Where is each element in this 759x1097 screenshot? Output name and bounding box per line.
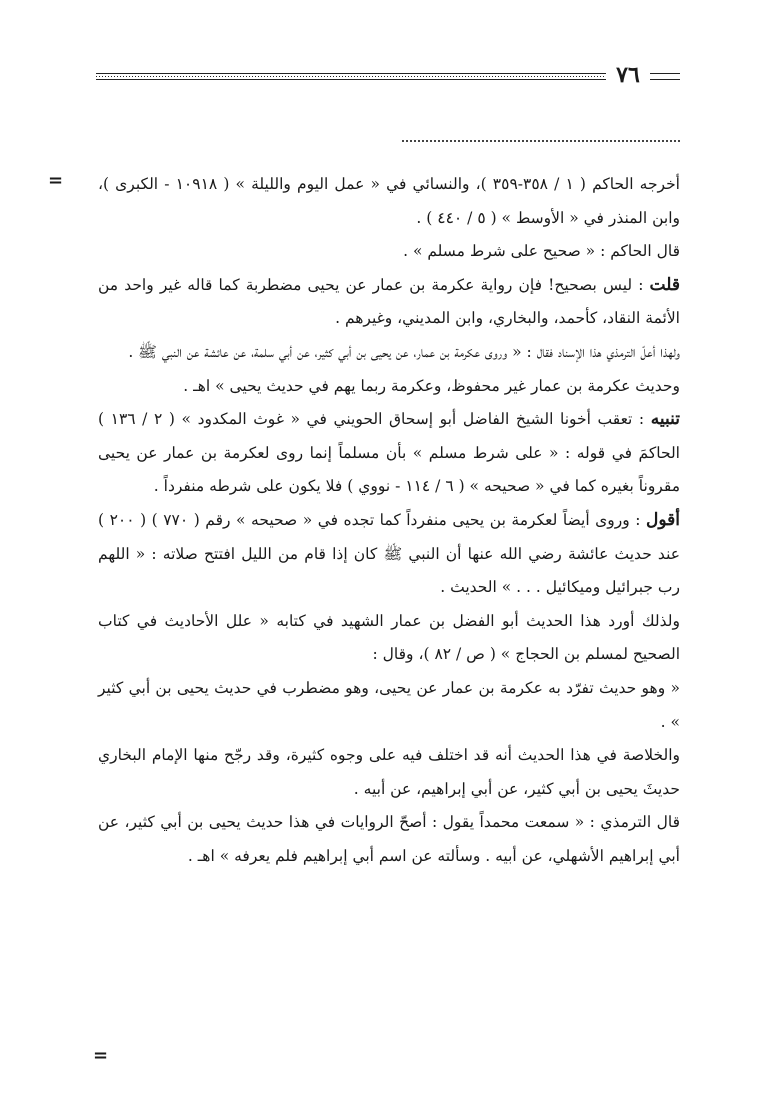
paragraph-text: : تعقب أخونا الشيخ الفاضل أبو إسحاق الحويني في « غوث المكدود » ( ٢ / ١٣٦ ) الحاكمَ في قوله : « على شرط مسلم » بأن مسلماً إنما روى لعكرمة بن عمار عن يحيى مقروناً بغيره كما في « صحيحه » ( ٦ / ١١٤ - نووي ) فلا يكون على شرطه منفرداً . bbox=[98, 410, 680, 496]
paragraph bbox=[98, 672, 680, 739]
paragraph-lead: قلت bbox=[649, 274, 680, 295]
paragraph-text: والخلاصة في هذا الحديث أنه قد اختلف فيه على وجوه كثيرة، وقد رجّح منها الإمام البخاري حديثَ يحيى بن أبي كثير، عن أبي إبراهيم، عن أبيه . bbox=[98, 746, 680, 798]
paragraph bbox=[98, 336, 680, 370]
page-header bbox=[96, 64, 680, 90]
page-number: ٧٦ bbox=[616, 62, 640, 88]
paragraph bbox=[98, 605, 680, 672]
header-double-rule bbox=[96, 73, 606, 80]
paragraph-text: قال الترمذي : « سمعت محمداً يقول : أصحّ الروايات في هذا حديث يحيى بن أبي كثير، عن أبي إبراهيم الأشهلي، عن أبيه . وسألته عن اسم أبي إبراهيم فلم يعرفه » اهـ . bbox=[98, 813, 680, 865]
footnote-body bbox=[98, 168, 680, 873]
footnote-separator bbox=[402, 140, 680, 142]
paragraph bbox=[98, 370, 680, 404]
paragraph bbox=[98, 806, 680, 873]
paragraph-text: وحديث عكرمة بن عمار غير محفوظ، وعكرمة ربما يهم في حديث يحيى » اهـ . bbox=[183, 376, 680, 395]
paragraph-text: : ليس بصحيح! فإن رواية عكرمة بن عمار عن يحيى مضطربة كما قاله غير واحد من الأئمة النقاد، كأحمد، والبخاري، وابن المديني، وغيرهم . bbox=[98, 275, 680, 328]
paragraph-lead: تنبيه bbox=[650, 409, 680, 430]
continuation-mark-top: = bbox=[48, 170, 64, 191]
paragraph-text: قال الحاكم : « صحيح على شرط مسلم » . bbox=[403, 242, 680, 261]
paragraph bbox=[98, 739, 680, 806]
paragraph bbox=[98, 504, 680, 605]
header-short-rule bbox=[650, 73, 680, 80]
continuation-mark-bottom: = bbox=[93, 1045, 109, 1066]
paragraph-text: « وهو حديث تفرّد به عكرمة بن عمار عن يحيى، وهو مضطرب في حديث يحيى بن أبي كثير » . bbox=[98, 678, 680, 731]
paragraph-text: : وروى أيضاً لعكرمة بن يحيى منفرداً كما تجده في « صحيحه » رقم ( ٧٧٠ ) ( ٢٠٠ ) عند حديث عائشة رضي الله عنها أن النبي ﷺ كان إذا قام من الليل افتتح صلاته : « اللهم رب جبرائيل وميكائيل . . . » الحديث . bbox=[98, 510, 680, 597]
paragraph-text: ولذلك أورد هذا الحديث أبو الفضل بن عمار الشهيد في كتابه « علل الأحاديث في كتاب الصحيح لمسلم بن الحجاج » ( ص / ٨٢ )، وقال : bbox=[98, 611, 680, 664]
paragraph bbox=[98, 403, 680, 504]
paragraph-text: أخرجه الحاكم ( ١ / ٣٥٨-٣٥٩ )، والنسائي في « عمل اليوم والليلة » ( ١٠٩١٨ - الكبرى )، وابن المنذر في « الأوسط » ( ٥ / ٤٤٠ ) . bbox=[98, 175, 680, 227]
paragraph-lead: أقول bbox=[646, 509, 680, 530]
paragraph bbox=[98, 269, 680, 336]
paragraph bbox=[98, 235, 680, 269]
paragraph bbox=[98, 168, 680, 235]
paragraph-text: ولهذا أعلّ الترمذي هذا الإسناد فقال : « وروى عكرمة بن عمار، عن يحيى بن أبي كثير، عن أبي سلمة، عن عائشة عن النبي ﷺ . bbox=[128, 342, 680, 361]
